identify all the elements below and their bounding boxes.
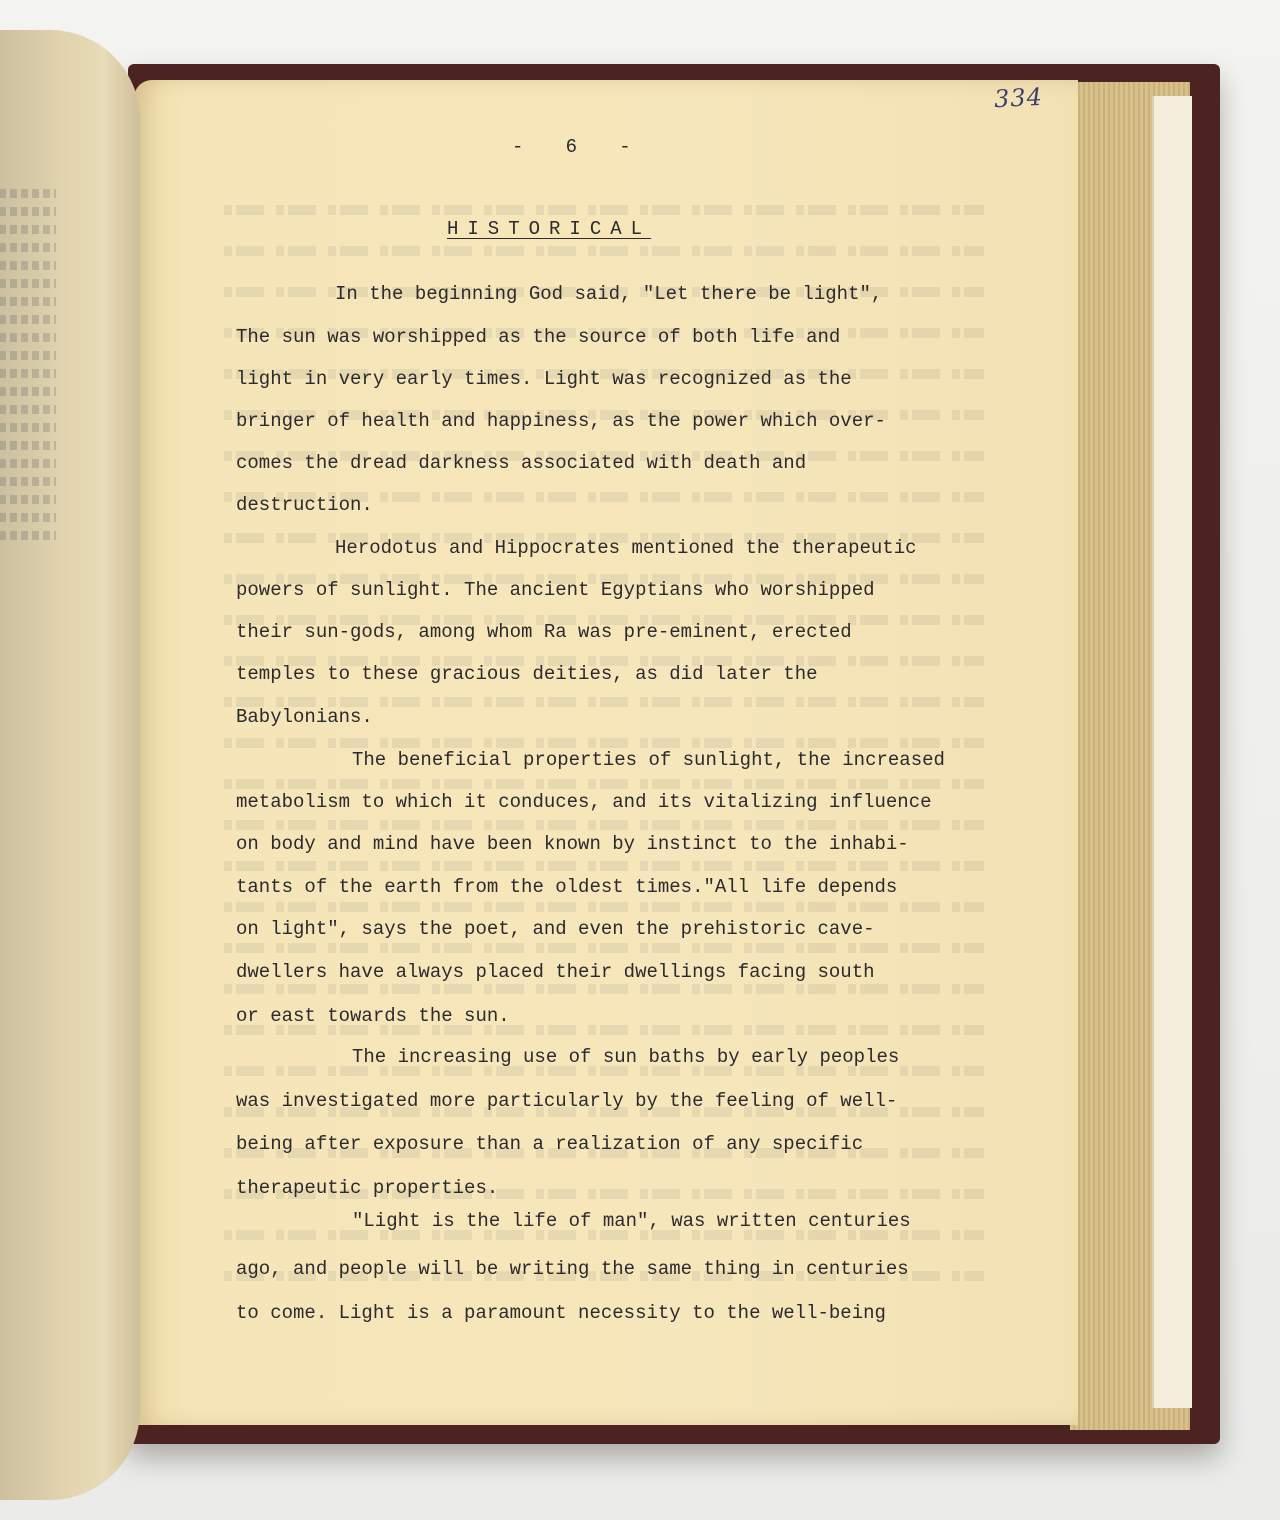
text-line: Herodotus and Hippocrates mentioned the therapeutic	[335, 537, 917, 559]
text-line: their sun-gods, among whom Ra was pre-eminent, erected	[236, 621, 852, 643]
text-line: destruction.	[236, 494, 373, 516]
page-number: - 6 -	[512, 136, 633, 158]
text-line: tants of the earth from the oldest times."All life depends	[236, 876, 898, 898]
text-line: comes the dread darkness associated with death and	[236, 452, 807, 474]
text-line: The beneficial properties of sunlight, the increased	[352, 749, 945, 771]
left-page-text	[0, 180, 70, 880]
handwritten-folio-number: 334	[993, 82, 1044, 114]
text-line: Babylonians.	[236, 706, 373, 728]
left-page-curl	[0, 30, 140, 1500]
text-line: on body and mind have been known by instinct to the inhabi-	[236, 833, 909, 855]
text-line: "Light is the life of man", was written centuries	[352, 1210, 911, 1232]
text-line: The increasing use of sun baths by early peoples	[352, 1046, 900, 1068]
text-line: light in very early times. Light was recognized as the	[236, 368, 852, 390]
text-line: ago, and people will be writing the same thing in centuries	[236, 1258, 909, 1280]
text-line: dwellers have always placed their dwellings facing south	[236, 961, 875, 983]
section-heading: HISTORICAL	[447, 218, 652, 240]
text-line: was investigated more particularly by the feeling of well-	[236, 1090, 898, 1112]
text-line: being after exposure than a realization of any specific	[236, 1133, 864, 1155]
text-line: The sun was worshipped as the source of both life and	[236, 326, 841, 348]
text-line: powers of sunlight. The ancient Egyptians who worshipped	[236, 579, 875, 601]
text-line: temples to these gracious deities, as did later the	[236, 663, 818, 685]
text-line: therapeutic properties.	[236, 1177, 499, 1199]
text-line: to come. Light is a paramount necessity to the well-being	[236, 1302, 886, 1324]
text-line: or east towards the sun.	[236, 1005, 510, 1027]
text-line: bringer of health and happiness, as the power which over-	[236, 410, 886, 432]
text-line: metabolism to which it conduces, and its vitalizing influence	[236, 791, 932, 813]
text-line: on light", says the poet, and even the prehistoric cave-	[236, 918, 875, 940]
end-paper	[1152, 96, 1192, 1408]
text-line: In the beginning God said, "Let there be light",	[335, 283, 883, 305]
